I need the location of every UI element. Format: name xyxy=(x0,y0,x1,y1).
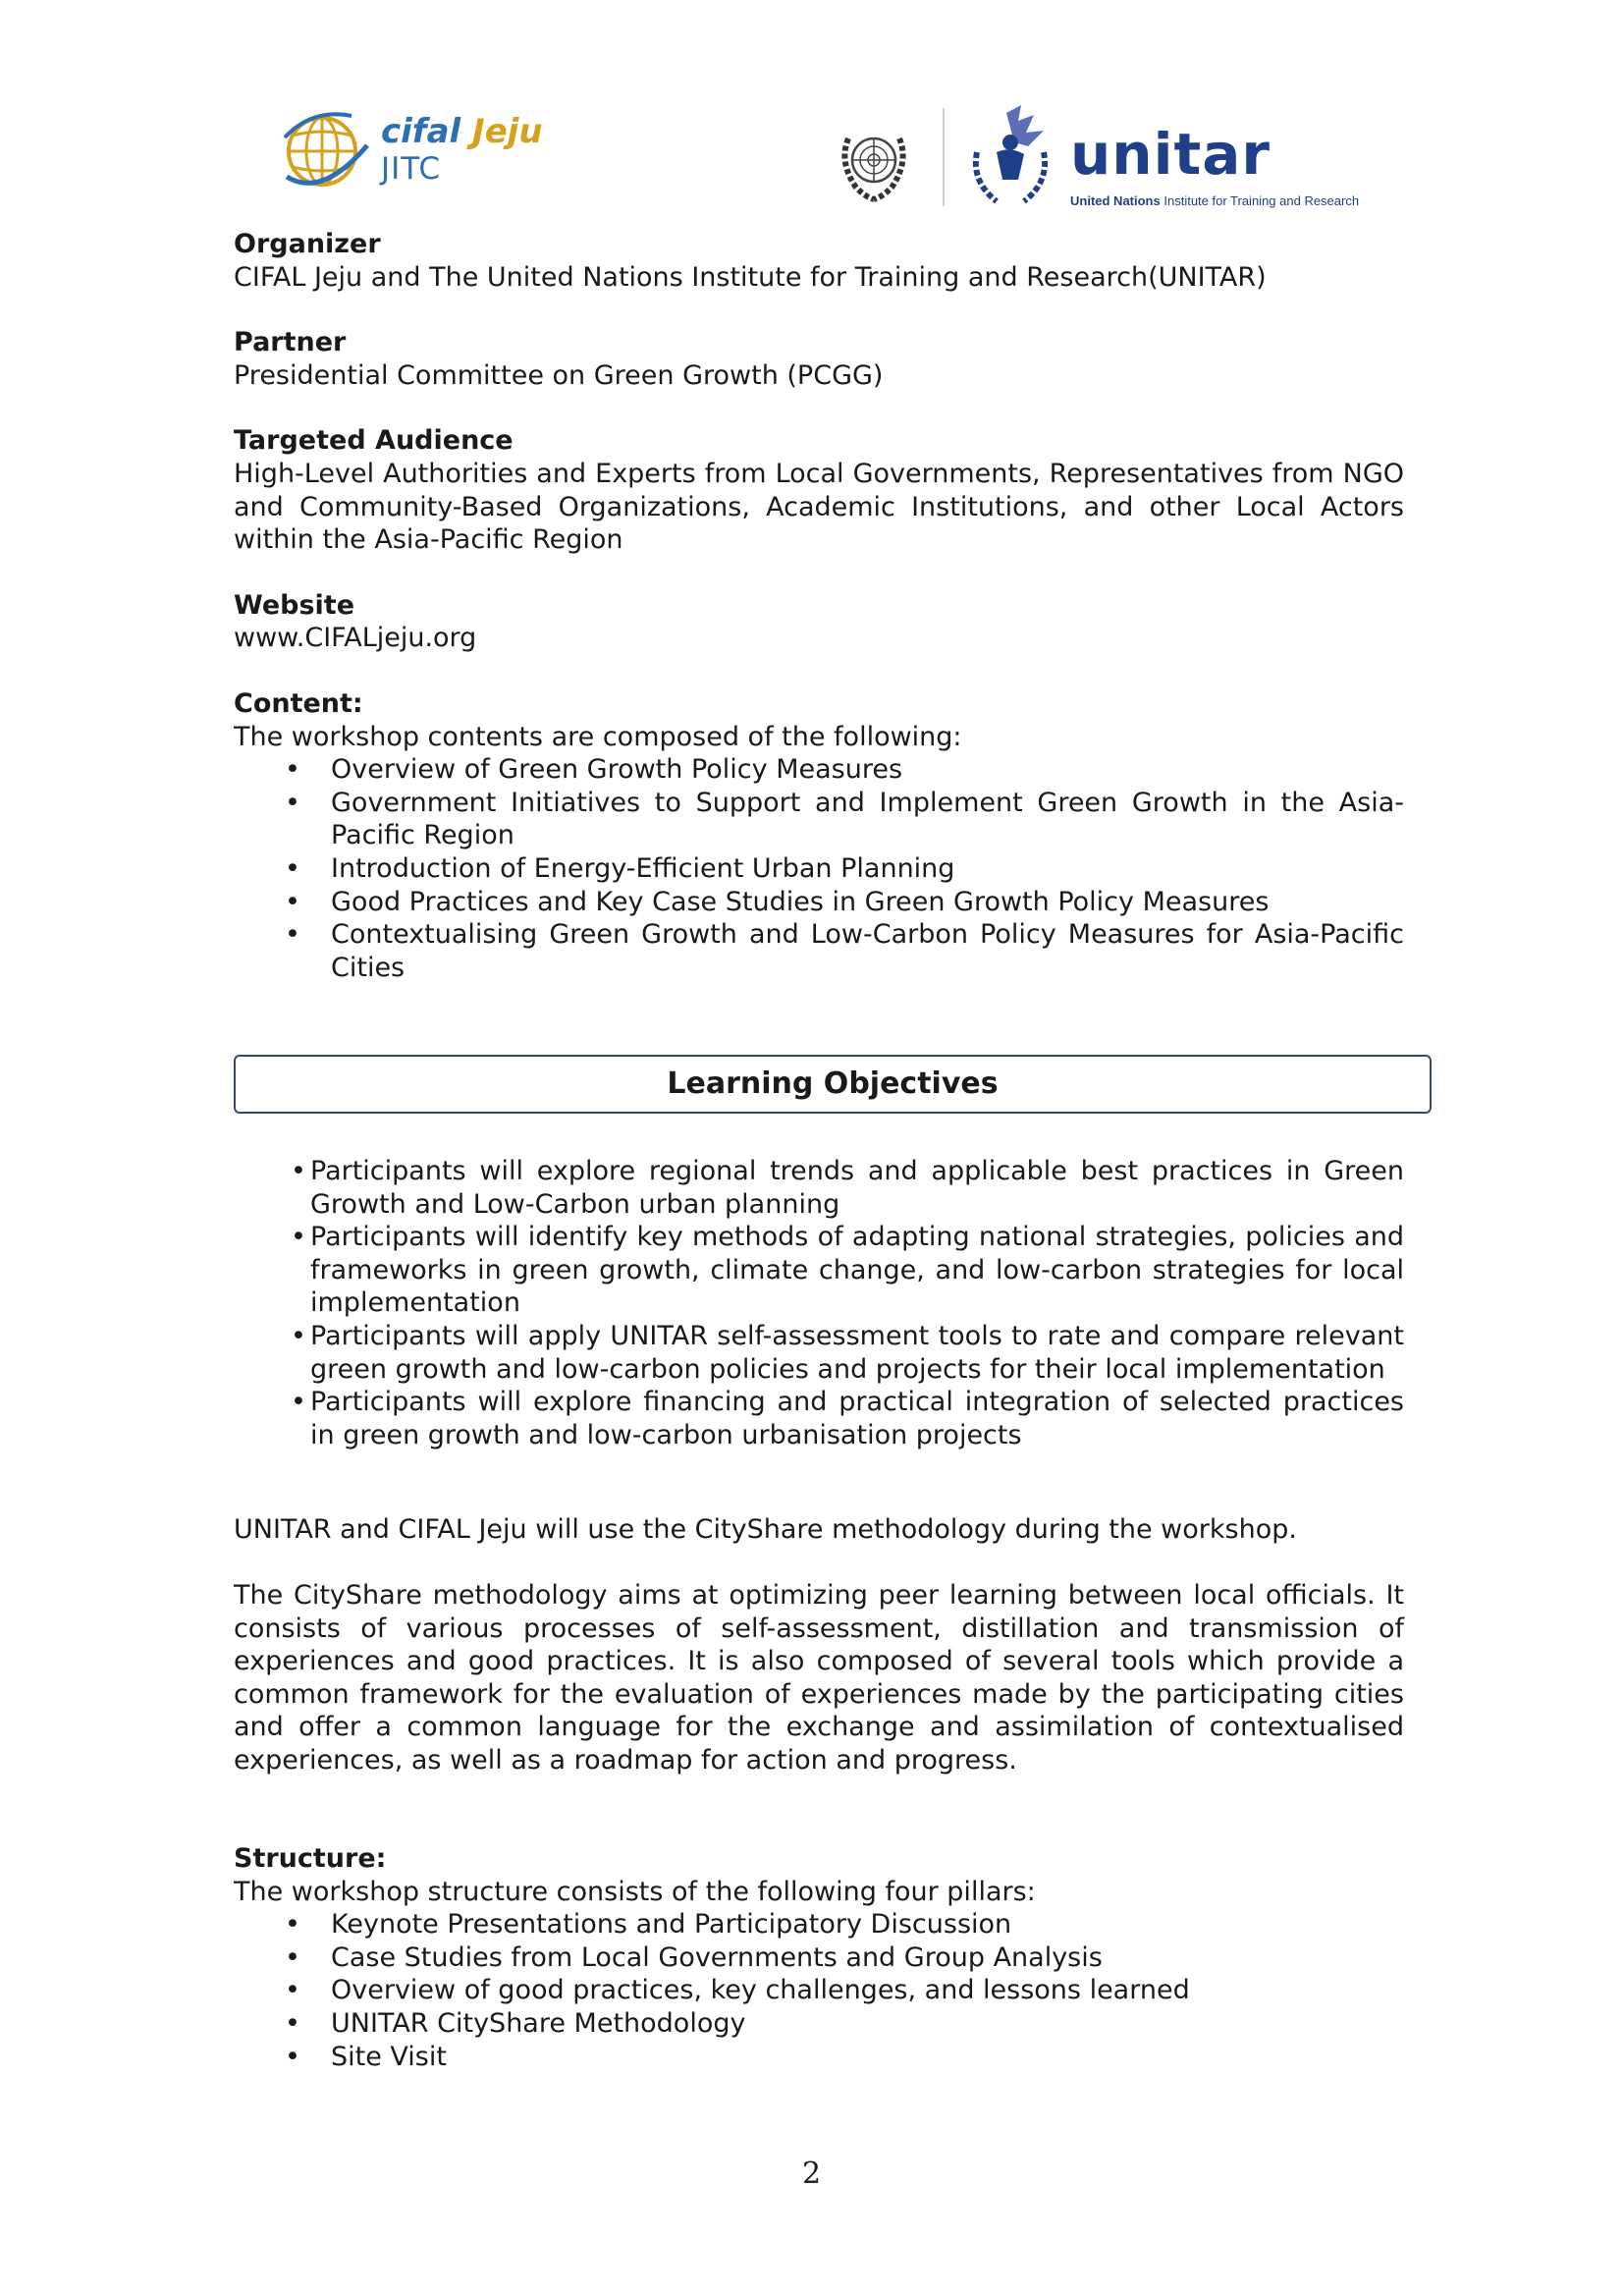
list-item: • Keynote Presentations and Participatory Discussion xyxy=(234,1908,1404,1941)
un-emblem-icon xyxy=(835,121,913,205)
website-section xyxy=(234,589,1404,655)
structure-section xyxy=(234,1842,1404,2073)
website-label: Website xyxy=(234,589,355,621)
unitar-logo-wordmark: unitar xyxy=(1070,121,1271,188)
structure-list xyxy=(234,1908,1404,2073)
audience-text: High-Level Authorities and Experts from Local Governments, Representatives from NGO and Community-Based Organizations, Academic Institutions, and other Local Actors within the Asia-Pacific Region xyxy=(234,458,1404,556)
website-link[interactable]: www.CIFALjeju.org xyxy=(234,623,477,654)
learning-objectives-list xyxy=(234,1155,1404,1451)
list-item: • Participants will identify key methods of adapting national strategies, policies and frameworks in green growth, climate change, and low-carbon strategies for local implementation xyxy=(234,1221,1404,1320)
organizer-label: Organizer xyxy=(234,229,381,259)
list-item: • Participants will apply UNITAR self-assessment tools to rate and compare relevant green growth and low-carbon policies and projects for their local implementation xyxy=(234,1320,1404,1386)
audience-label: Targeted Audience xyxy=(234,425,514,457)
page-number: 2 xyxy=(801,2157,822,2191)
list-item: • Case Studies from Local Governments and Group Analysis xyxy=(234,1941,1404,1975)
unitar-figure-icon xyxy=(967,103,1065,211)
list-item: • Participants will explore regional trends and applicable best practices in Green Growth and Low-Carbon urban planning xyxy=(234,1155,1404,1221)
cityshare-intro: UNITAR and CIFAL Jeju will use the CityShare methodology during the workshop. xyxy=(234,1514,1297,1545)
learning-objectives-heading: Learning Objectives xyxy=(234,1055,1432,1114)
cifal-logo-wordmark: cifal Jeju xyxy=(381,112,543,151)
partner-section xyxy=(234,326,1404,392)
list-item: • Overview of good practices, key challenges, and lessons learned xyxy=(234,1974,1404,2007)
list-item: • Contextualising Green Growth and Low-Carbon Policy Measures for Asia-Pacific Cities xyxy=(234,918,1404,984)
cifal-jeju-logo xyxy=(283,108,568,196)
cityshare-description: The CityShare methodology aims at optimizing peer learning between local officials. It consists of various processes of self-assessment, distillation and transmission of experiences and good practices. It is also composed of several tools which provide a common framework for the evaluation of experiences made by the participating cities and offer a common language for the exchange and assimilation of contextualised experiences, as well as a roadmap for action and progress. xyxy=(234,1580,1404,1776)
list-item: • Good Practices and Key Case Studies in Green Growth Policy Measures xyxy=(234,886,1404,919)
list-item: • UNITAR CityShare Methodology xyxy=(234,2007,1404,2041)
unitar-logo xyxy=(967,103,1399,211)
list-item: • Participants will explore financing and practical integration of selected practices in green growth and low-carbon urbanisation projects xyxy=(234,1386,1404,1451)
content-section xyxy=(234,687,1404,984)
audience-section xyxy=(234,424,1404,556)
logo-divider xyxy=(943,108,945,206)
globe-icon xyxy=(283,108,373,192)
partner-text: Presidential Committee on Green Growth (PCGG) xyxy=(234,359,884,391)
organizer-text: CIFAL Jeju and The United Nations Institute for Training and Research(UNITAR) xyxy=(234,261,1267,293)
list-item: • Introduction of Energy-Efficient Urban Planning xyxy=(234,852,1404,886)
cifal-logo-sub: JITC xyxy=(381,151,442,187)
organizer-section xyxy=(234,228,1404,294)
partner-label: Partner xyxy=(234,327,347,358)
content-label: Content: xyxy=(234,687,363,719)
structure-label: Structure: xyxy=(234,1843,387,1874)
event-details xyxy=(234,228,1404,1016)
un-emblem-logo xyxy=(835,121,913,205)
list-item: • Overview of Green Growth Policy Measures xyxy=(234,753,1404,787)
list-item: • Site Visit xyxy=(234,2041,1404,2074)
list-item: • Government Initiatives to Support and Implement Green Growth in the Asia-Pacific Region xyxy=(234,787,1404,852)
content-list xyxy=(234,753,1404,984)
unitar-logo-tagline: United Nations Institute for Training and Research xyxy=(1070,193,1360,208)
content-intro: The workshop contents are composed of the following: xyxy=(234,721,962,752)
structure-intro: The workshop structure consists of the following four pillars: xyxy=(234,1876,1036,1907)
